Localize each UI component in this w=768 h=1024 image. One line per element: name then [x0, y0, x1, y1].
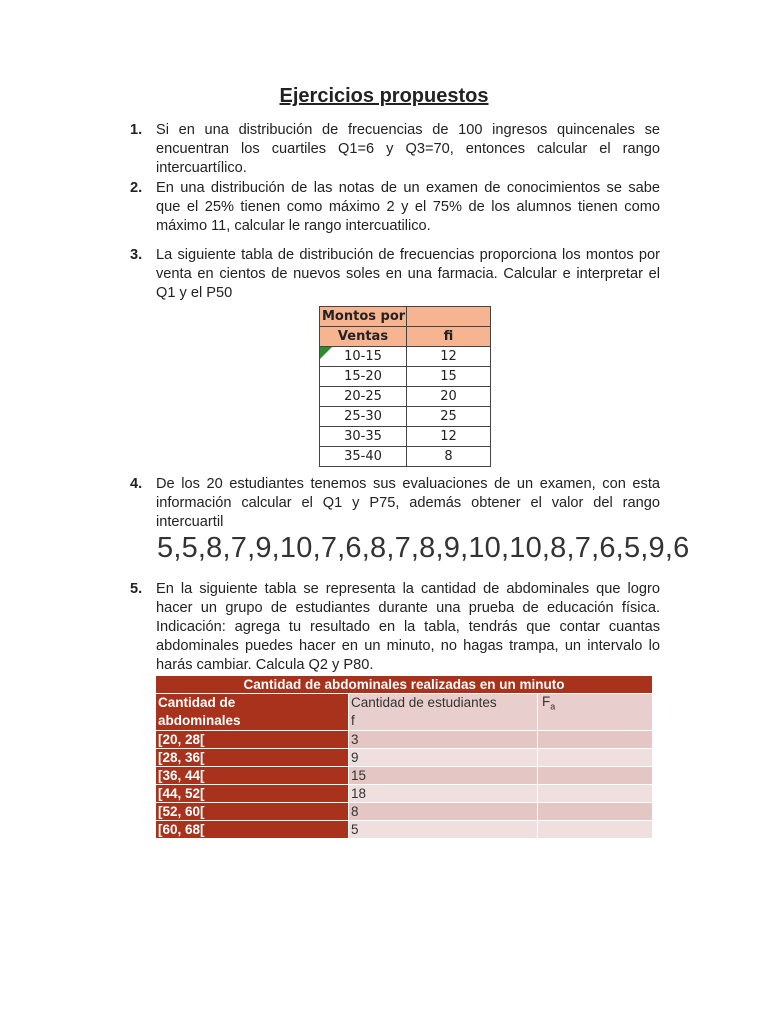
exercise-number: 1.	[130, 122, 143, 138]
table-row: 20-25 20	[320, 387, 491, 407]
table-header-montos: Montos por	[320, 307, 407, 327]
exercise-number: 5.	[130, 581, 143, 597]
exercise-2	[130, 179, 660, 236]
table-title: Cantidad de abdominales realizadas en un minuto	[156, 676, 653, 694]
exercise-number: 4.	[130, 476, 143, 492]
page-title: Ejercicios propuestos	[279, 85, 489, 107]
exercise-number: 2.	[130, 180, 143, 196]
exercise-5	[130, 580, 660, 675]
exercise-4	[130, 475, 660, 532]
table-header-cantidad: Cantidad de abdominales	[156, 694, 349, 731]
sales-frequency-table	[319, 306, 491, 467]
exercise-1	[130, 121, 660, 178]
table-header-fi: fi	[407, 327, 491, 347]
table-row: 10-15 12	[320, 347, 491, 367]
table-row: [28, 36[ 9	[156, 749, 653, 767]
exercise-number: 3.	[130, 247, 143, 263]
exercise-text: En la siguiente tabla se representa la cantidad de abdominales que logro hacer un grupo de estudiantes durante una prueba de educación física. Indicación: agrega tu resultado en la tabla, tendrás que contar cuantas abdominales puedes hacer en un minuto, no hagas trampa, un intervalo lo harás cambiar. Calcula Q2 y P80.	[156, 581, 660, 673]
exercise-text: En una distribución de las notas de un examen de conocimientos se sabe que el 25% tienen como máximo 2 y el 75% de los alumnos tienen como máximo 11, calcular le rango intercuatilico.	[156, 180, 660, 234]
table-row: [52, 60[ 8	[156, 803, 653, 821]
exercise-text: De los 20 estudiantes tenemos sus evaluaciones de un examen, con esta información calcular el Q1 y P75, además obtener el valor del rango intercuartil	[156, 476, 660, 530]
exercise-3	[130, 246, 660, 303]
scores-list: 5,5,8,7,9,10,7,6,8,7,8,9,10,10,8,7,6,5,9,6	[157, 532, 690, 564]
table-row: [44, 52[ 18	[156, 785, 653, 803]
exercise-text: Si en una distribución de frecuencias de 100 ingresos quincenales se encuentran los cuartiles Q1=6 y Q3=70, entonces calcular el rango intercuartílico.	[156, 122, 660, 176]
exercise-text: La siguiente tabla de distribución de frecuencias proporciona los montos por venta en cientos de nuevos soles en una farmacia. Calcular e interpretar el Q1 y el P50	[156, 247, 660, 301]
table-row: 35-40 8	[320, 447, 491, 467]
table-row: 25-30 25	[320, 407, 491, 427]
abdominals-table	[156, 676, 653, 839]
table-row: [20, 28[ 3	[156, 731, 653, 749]
table-row: 15-20 15	[320, 367, 491, 387]
table-header-ventas: Ventas	[320, 327, 407, 347]
cell-comment-marker	[320, 347, 332, 359]
table-row: 30-35 12	[320, 427, 491, 447]
table-header-fa: $F_a$	[538, 694, 653, 731]
table-row: [36, 44[ 15	[156, 767, 653, 785]
table-header-estudiantes: Cantidad de estudiantes f	[349, 694, 538, 731]
table-row: [60, 68[ 5	[156, 821, 653, 839]
